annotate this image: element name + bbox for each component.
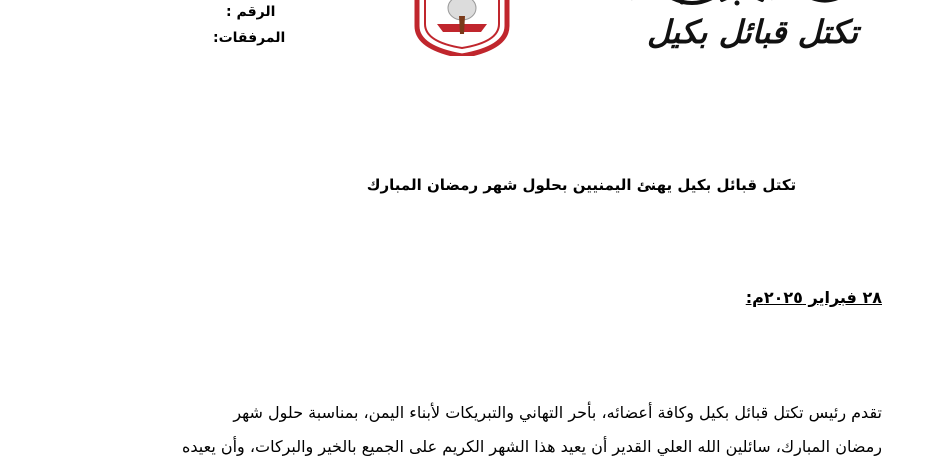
organization-slogan-cropped [612,0,862,6]
document-date: ٢٨ فبراير ٢٠٢٥م: [745,288,882,307]
body-paragraph [42,396,882,464]
document-headline [0,176,928,194]
organization-name: تكتل قبائل بكيل [646,13,859,51]
reference-number-label: الرقم : [226,4,276,20]
body-line-1: تقدم رئيس تكتل قبائل بكيل وكافة أعضائه، بأحر التهاني والتبريكات لأبناء اليمن، بمناسبة حلول شهر [233,403,882,422]
organization-logo [407,0,517,56]
headline-text: تكتل قبائل بكيل يهنئ اليمنيين بحلول شهر رمضان المبارك [366,176,797,194]
attachments-label: المرفقات: [213,30,286,46]
body-line-2: رمضان المبارك، سائلين الله العلي القدير أن يعيد هذا الشهر الكريم على الجميع بالخير والبركات، وأن يعيده [181,437,882,456]
